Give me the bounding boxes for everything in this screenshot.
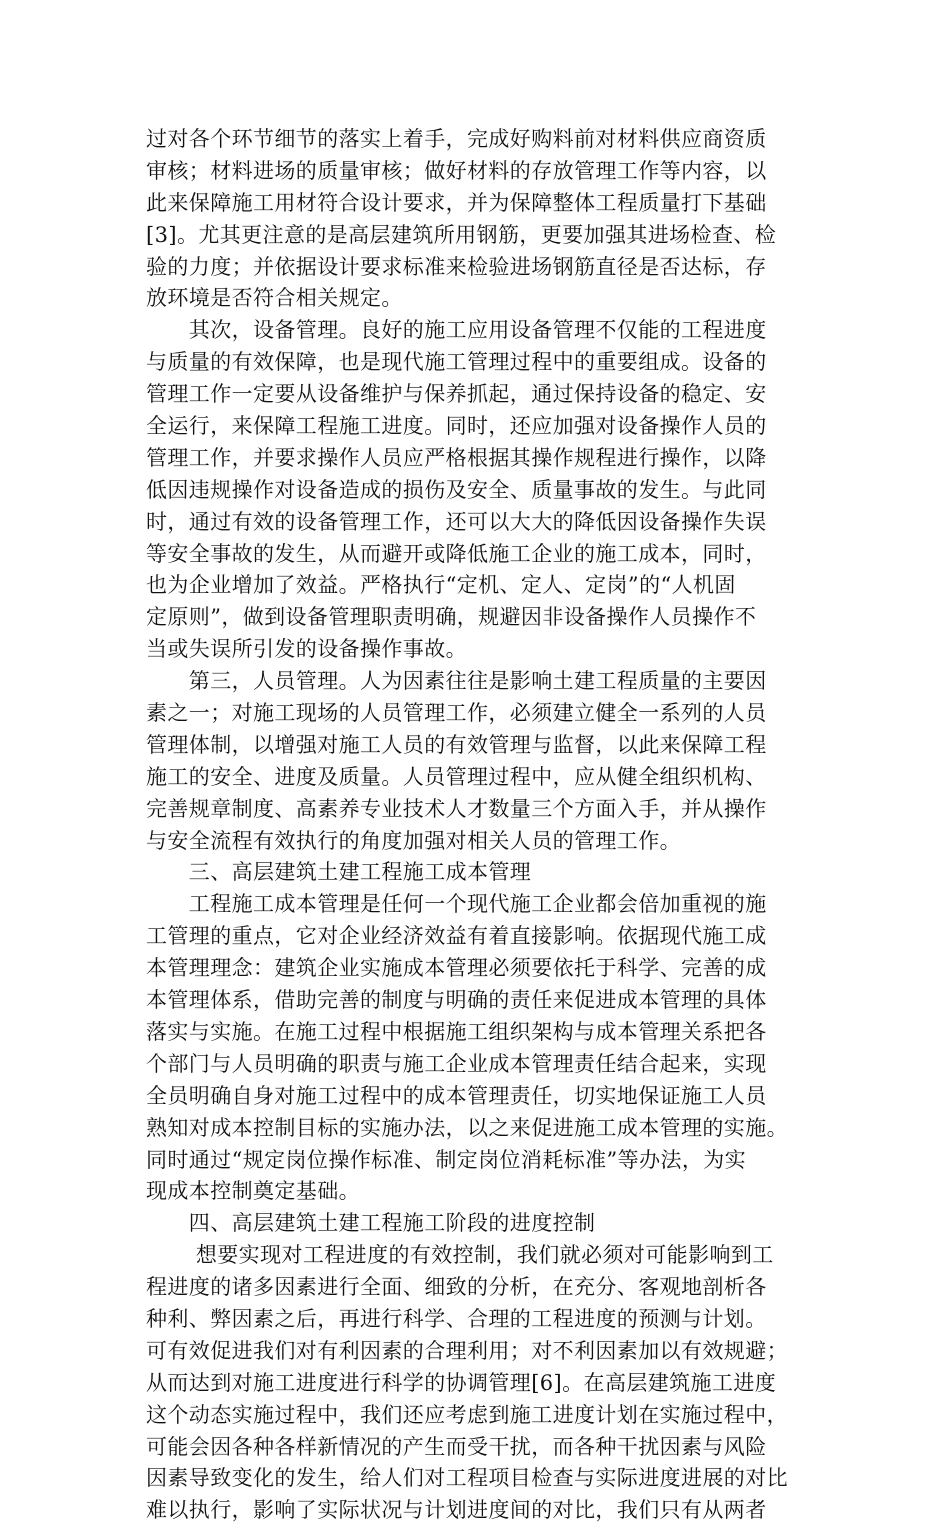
text-line: 低因违规操作对设备造成的损伤及安全、质量事故的发生。与此同 — [146, 477, 767, 502]
text-line: 从而达到对施工进度进行科学的协调管理[6]。在高层建筑施工进度 — [146, 1370, 777, 1395]
text-line: 种利、弊因素之后，再进行科学、合理的工程进度的预测与计划。 — [146, 1306, 767, 1331]
text-line: 同时通过“规定岗位操作标准、制定岗位消耗标准”等办法，为实 — [146, 1147, 747, 1172]
body-text — [146, 124, 826, 1527]
text-line: 全员明确自身对施工过程中的成本管理责任，切实地保证施工人员 — [146, 1083, 767, 1108]
text-line: 本管理体系，借助完善的制度与明确的责任来促进成本管理的具体 — [146, 988, 767, 1013]
text-line: 其次，设备管理。良好的施工应用设备管理不仅能的工程进度 — [146, 318, 767, 343]
text-line: 本管理理念：建筑企业实施成本管理必须要依托于科学、完善的成 — [146, 956, 767, 981]
text-line: 与安全流程有效执行的角度加强对相关人员的管理工作。 — [146, 828, 681, 853]
text-line: 放环境是否符合相关规定。 — [146, 286, 403, 311]
text-line: [3]。尤其更注意的是高层建筑所用钢筋，更要加强其进场检查、检 — [146, 222, 777, 247]
text-line: 这个动态实施过程中，我们还应考虑到施工进度计划在实施过程中， — [146, 1402, 788, 1427]
text-line: 当或失误所引发的设备操作事故。 — [146, 637, 467, 662]
text-line: 难以执行，影响了实际状况与计划进度间的对比，我们只有从两者 — [146, 1498, 767, 1523]
text-line: 四、高层建筑土建工程施工阶段的进度控制 — [146, 1211, 596, 1236]
text-line: 现成本控制奠定基础。 — [146, 1179, 360, 1204]
text-line: 三、高层建筑土建工程施工成本管理 — [146, 860, 532, 885]
text-line: 第三，人员管理。人为因素往往是影响土建工程质量的主要因 — [146, 669, 767, 694]
text-line: 因素导致变化的发生，给人们对工程项目检查与实际进度进展的对比 — [146, 1466, 788, 1491]
text-line: 定原则”，做到设备管理职责明确，规避因非设备操作人员操作不 — [146, 605, 757, 630]
text-line: 审核；材料进场的质量审核；做好材料的存放管理工作等内容，以 — [146, 158, 767, 183]
text-line: 素之一；对施工现场的人员管理工作，必须建立健全一系列的人员 — [146, 701, 767, 726]
text-line: 工程施工成本管理是任何一个现代施工企业都会倍加重视的施 — [146, 892, 767, 917]
text-line: 想要实现对工程进度的有效控制，我们就必须对可能影响到工 — [146, 1243, 774, 1268]
text-line: 全运行，来保障工程施工进度。同时，还应加强对设备操作人员的 — [146, 414, 767, 439]
text-line: 管理体制，以增强对施工人员的有效管理与监督，以此来保障工程 — [146, 732, 767, 757]
text-line: 过对各个环节细节的落实上着手，完成好购料前对材料供应商资质 — [146, 127, 767, 151]
text-line: 与质量的有效保障，也是现代施工管理过程中的重要组成。设备的 — [146, 350, 767, 375]
text-line: 此来保障施工用材符合设计要求，并为保障整体工程质量打下基础 — [146, 190, 767, 215]
text-line: 等安全事故的发生，从而避开或降低施工企业的施工成本，同时， — [146, 541, 767, 566]
text-line: 验的力度；并依据设计要求标准来检验进场钢筋直径是否达标，存 — [146, 254, 767, 279]
text-line: 程进度的诸多因素进行全面、细致的分析，在充分、客观地剖析各 — [146, 1275, 767, 1300]
text-line: 完善规章制度、高素养专业技术人才数量三个方面入手，并从操作 — [146, 796, 767, 821]
text-line: 也为企业增加了效益。严格执行“定机、定人、定岗”的“人机固 — [146, 573, 736, 598]
text-line: 施工的安全、进度及质量。人员管理过程中，应从健全组织机构、 — [146, 764, 767, 789]
text-line: 管理工作，并要求操作人员应严格根据其操作规程进行操作，以降 — [146, 445, 767, 470]
text-line: 管理工作一定要从设备维护与保养抓起，通过保持设备的稳定、安 — [146, 382, 767, 407]
text-line: 个部门与人员明确的职责与施工企业成本管理责任结合起来，实现 — [146, 1051, 767, 1076]
text-line: 时，通过有效的设备管理工作，还可以大大的降低因设备操作失误 — [146, 509, 767, 534]
text-line: 可能会因各种各样新情况的产生而受干扰，而各种干扰因素与风险 — [146, 1434, 767, 1459]
text-line: 工管理的重点，它对企业经济效益有着直接影响。依据现代施工成 — [146, 924, 767, 949]
text-line: 可有效促进我们对有利因素的合理利用；对不利因素加以有效规避； — [146, 1338, 788, 1363]
text-line: 落实与实施。在施工过程中根据施工组织架构与成本管理关系把各 — [146, 1019, 767, 1044]
text-line: 熟知对成本控制目标的实施办法，以之来促进施工成本管理的实施。 — [146, 1115, 788, 1140]
